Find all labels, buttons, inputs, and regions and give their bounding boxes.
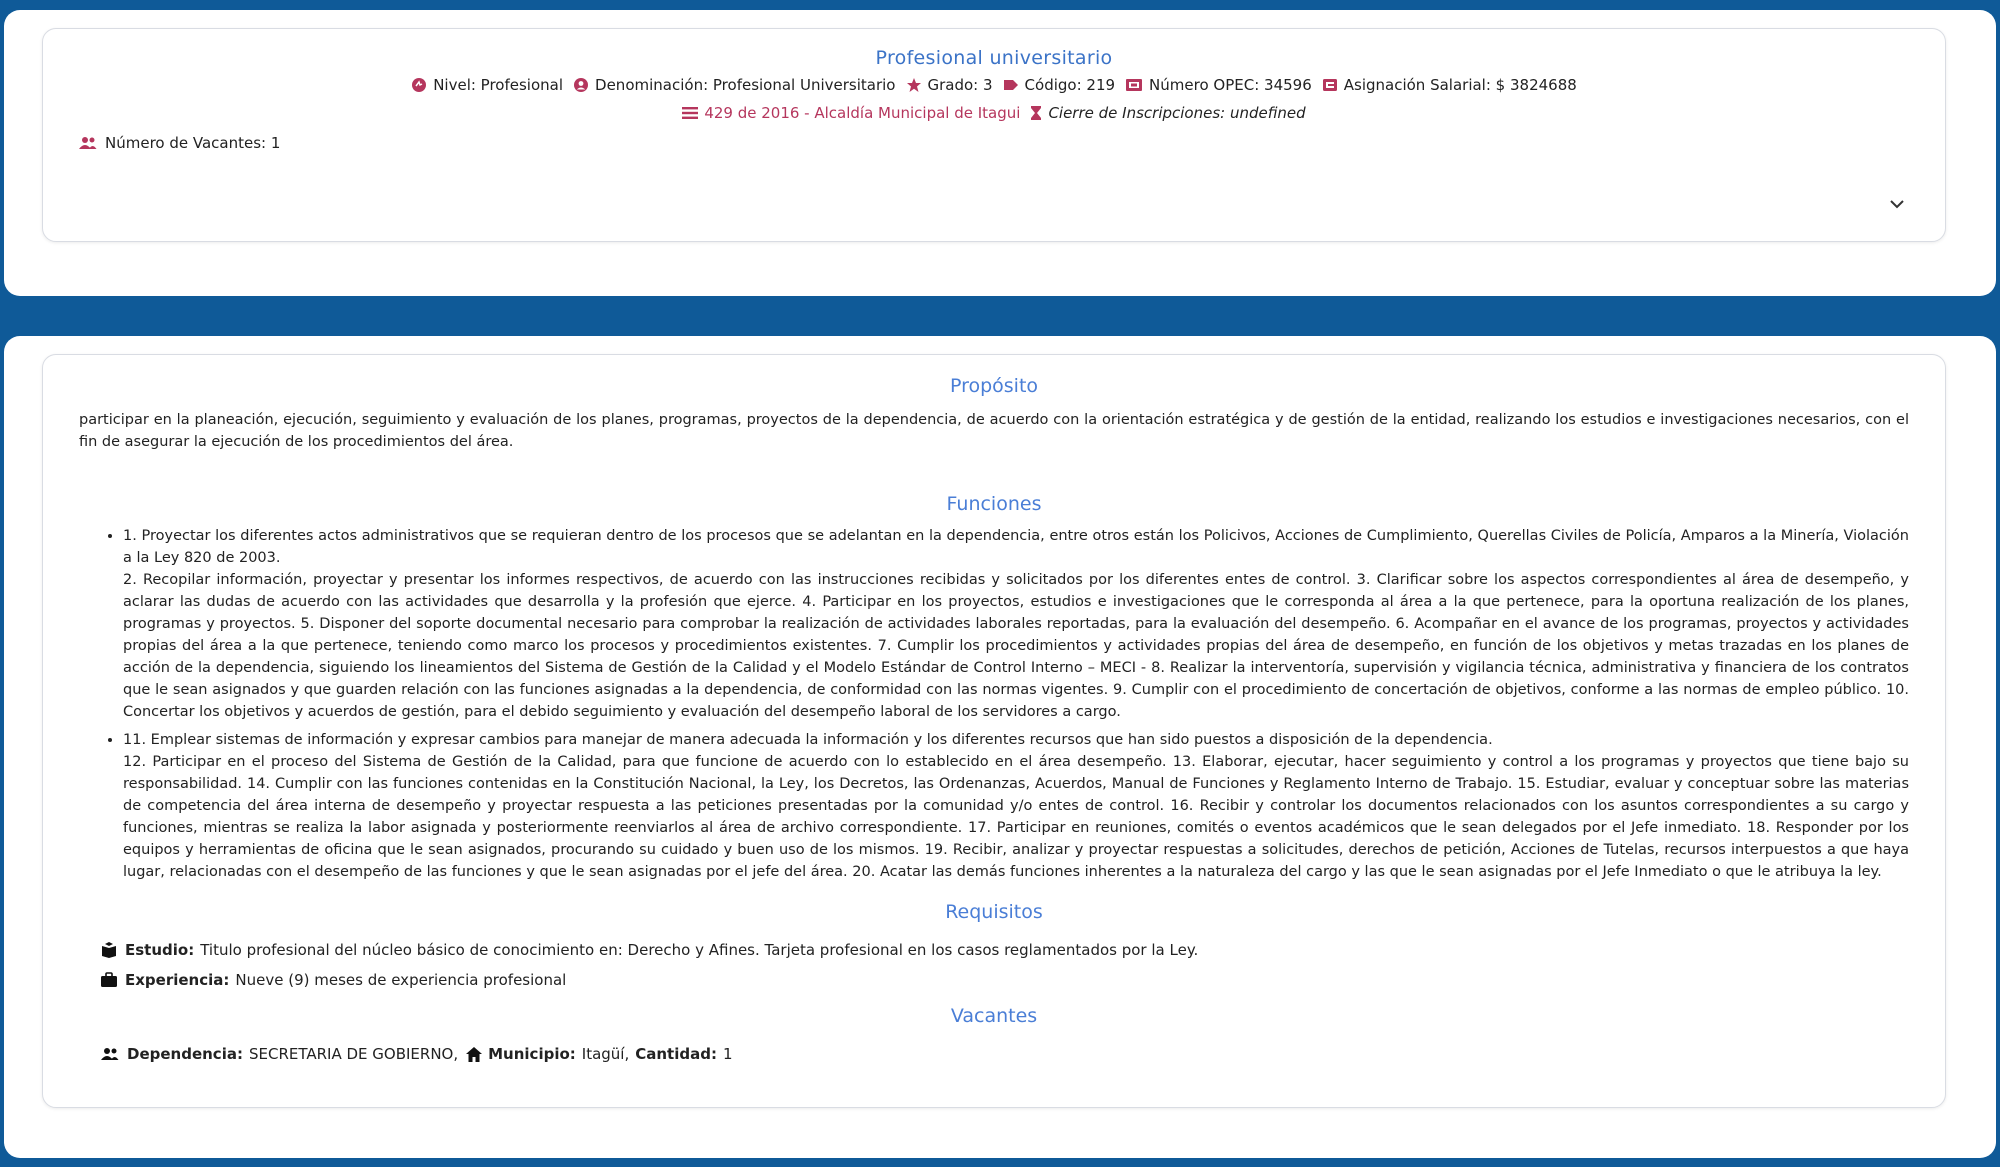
tag-icon	[1003, 77, 1019, 93]
opec-text: Número OPEC: 34596	[1149, 76, 1312, 94]
convocatoria-row	[43, 104, 1945, 122]
funcion-first: 1. Proyectar los diferentes actos administrativos que se requieran dentro de los procesos que se adelantan en la dependencia, entre otros están los Policivos, Acciones de Cumplimiento, Querellas Civiles de Policía, Amparos a la Minería, Violación a la Ley 820 de 2003.	[123, 528, 1909, 566]
cantidad-value: 1	[722, 1045, 733, 1063]
star-icon	[906, 77, 922, 93]
users-icon	[101, 1047, 119, 1061]
opec-item	[1125, 76, 1312, 94]
book-icon	[101, 942, 117, 958]
dependencia-label: Dependencia:	[127, 1045, 243, 1063]
detail-panel	[4, 336, 1996, 1158]
summary-card	[42, 28, 1946, 242]
codigo-item	[1003, 76, 1116, 94]
funcion-item	[123, 729, 1909, 883]
level-icon	[411, 77, 427, 93]
vacantes-count-text: Número de Vacantes: 1	[105, 134, 281, 152]
nivel-text: Nivel: Profesional	[433, 76, 564, 94]
grado-item	[906, 76, 993, 94]
chevron-down-icon[interactable]	[1889, 199, 1905, 209]
nivel-item	[411, 76, 563, 94]
estudio-text: Titulo profesional del núcleo básico de conocimiento en: Derecho y Afines. Tarjeta profesional en los casos reglamentados por la Ley.	[200, 941, 1199, 959]
dependencia-value: SECRETARIA DE GOBIERNO,	[248, 1045, 459, 1063]
users-icon	[79, 136, 97, 150]
hourglass-icon	[1030, 105, 1042, 121]
salario-item	[1322, 76, 1577, 94]
municipio-label: Municipio:	[488, 1045, 576, 1063]
denominacion-text: Denominación: Profesional Universitario	[595, 76, 896, 94]
proposito-title: Propósito	[949, 375, 1039, 397]
proposito-text: participar en la planeación, ejecución, seguimiento y evaluación de los planes, programas, proyectos de la dependencia, de acuerdo con la orientación estratégica y de gestión de la entidad, realizando los estudios e investigaciones necesarios, con el fin de asegurar la ejecución de los procedimientos del área.	[79, 412, 1909, 450]
funcion-item	[123, 525, 1909, 723]
meta-row	[43, 76, 1945, 94]
job-title: Profesional universitario	[875, 47, 1113, 69]
detail-card	[42, 354, 1946, 1108]
estudio-label: Estudio:	[125, 941, 195, 959]
cierre-item	[1030, 104, 1305, 122]
summary-panel	[4, 10, 1996, 296]
denominacion-item	[573, 76, 895, 94]
funciones-list	[79, 525, 1909, 889]
home-icon	[466, 1047, 482, 1062]
convocatoria-item[interactable]	[682, 104, 1020, 122]
vacantes-count-row	[79, 134, 280, 152]
vacantes-title: Vacantes	[950, 1005, 1038, 1027]
funcion-first: 11. Emplear sistemas de información y expresar cambios para manejar de manera adecuada la información y los diferentes recursos que han sido puestos a disposición de la dependencia.	[123, 732, 1493, 748]
funciones-title: Funciones	[946, 493, 1042, 515]
funcion-rest: 12. Participar en el proceso del Sistema de Gestión de la Calidad, para que funcione de acuerdo con lo establecido en el área desempeño. 13. Elaborar, ejecutar, hacer seguimiento y control a los programas y proyectos que tiene bajo su responsabilidad. 14. Cumplir con las funciones contenidas en la Constitución Nacional, la Ley, los Decretos, las Ordenanzas, Acuerdos, Manual de Funciones y Reglamento Interno de Trabajo. 15. Estudiar, evaluar y conceptuar sobre las materias de competencia del área interna de desempeño y proyectar respuesta a las peticiones presentadas por la comunidad y/o entes de control. 16. Recibir y controlar los documentos relacionados con los asuntos correspondientes a su cargo y funciones, mientras se realiza la labor asignada y posteriormente reenviarlos al área de archivo correspondiente. 17. Participar en reuniones, comités o eventos académicos que le sean delegados por el Jefe inmediato. 18. Responder por los equipos y herramientas de oficina que le sean asignados, procurando su cuidado y buen uso de los mismos. 19. Recibir, analizar y proyectar respuestas a solicitudes, derechos de petición, Acciones de Tutelas, recursos interpuestos a que haya lugar, relacionadas con el desempeño de las funciones y que le sean asignadas por el jefe del área. 20. Acatar las demás funciones inherentes a la naturaleza del cargo y las que le sean asignadas por el Jefe Inmediato o que le atribuya la ley.	[123, 754, 1909, 880]
grado-text: Grado: 3	[927, 76, 993, 94]
salario-text: Asignación Salarial: $ 3824688	[1343, 76, 1577, 94]
experiencia-label: Experiencia:	[125, 971, 230, 989]
cierre-text: Cierre de Inscripciones: undefined	[1048, 104, 1306, 122]
requisitos-title: Requisitos	[945, 901, 1043, 923]
experiencia-text: Nueve (9) meses de experiencia profesional	[235, 971, 567, 989]
convocatoria-link[interactable]: 429 de 2016 - Alcaldía Municipal de Itagui	[704, 104, 1021, 122]
cantidad-label: Cantidad:	[635, 1045, 717, 1063]
briefcase-icon	[101, 972, 117, 988]
municipio-value: Itagüí,	[581, 1045, 630, 1063]
funcion-rest: 2. Recopilar información, proyectar y presentar los informes respectivos, de acuerdo con las instrucciones recibidas y solicitados por los diferentes entes de control. 3. Clarificar sobre los aspectos correspondientes al área de desempeño, y aclarar las dudas de acuerdo con las actividades que desarrolla y la profesión que ejerce. 4. Participar en los proyectos, estudios e investigaciones que le corresponda al área a la que pertenece, para la oportuna realización de los planes, programas y proyectos. 5. Disponer del soporte documental necesario para comprobar la realización de actividades laborales reportadas, para la evaluación del desempeño. 6. Acompañar en el avance de los programas, proyectos y actividades propias del área a la que pertenece, teniendo como marco los procesos y procedimientos existentes. 7. Cumplir los procedimientos y actividades propias del área de desempeño, en función de los objetivos y metas trazadas en los planes de acción de la dependencia, siguiendo los lineamientos del Sistema de Gestión de la Calidad y el Modelo Estándar de Control Interno – MECI - 8. Realizar la interventoría, supervisión y vigilancia técnica, administrativa y financiera de los contratos que le sean asignados y que guarden relación con las funciones asignadas a la dependencia, de conformidad con las normas vigentes. 9. Cumplir con el procedimiento de concertación de objetivos, conforme a las normas de empleo público. 10. Concertar los objetivos y acuerdos de gestión, para el debido seguimiento y evaluación del desempeño laboral de los servidores a cargo.	[123, 572, 1909, 720]
vacante-row	[101, 1045, 733, 1063]
wallet-icon	[1322, 77, 1338, 93]
estudio-row	[101, 941, 1198, 959]
list-icon	[682, 106, 698, 120]
experiencia-row	[101, 971, 566, 989]
ticket-icon	[1125, 77, 1143, 93]
codigo-text: Código: 219	[1024, 76, 1116, 94]
user-circle-icon	[573, 77, 589, 93]
